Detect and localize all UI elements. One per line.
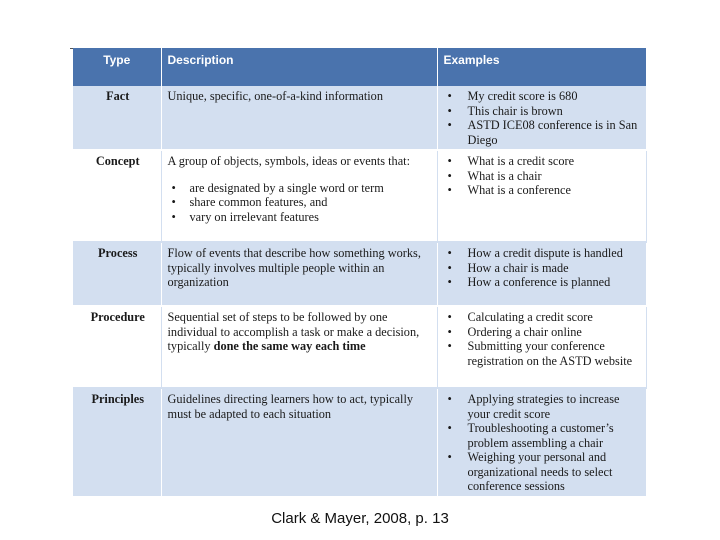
row-type: Fact (73, 86, 161, 150)
example-item: • Ordering a chair online (444, 325, 642, 340)
example-item: • How a credit dispute is handled (444, 246, 642, 261)
example-item: • How a conference is planned (444, 275, 642, 290)
table-row-process (73, 242, 646, 306)
row-examples (437, 388, 646, 497)
row-type: Concept (73, 150, 161, 242)
example-item: • Calculating a credit score (444, 310, 642, 325)
content-types-table (73, 48, 647, 498)
description-bullet: • share common features, and (168, 195, 433, 210)
description-emphasis: done the same way each time (213, 339, 366, 353)
row-type: Principles (73, 388, 161, 497)
example-item: • Applying strategies to increase your credit score (444, 392, 642, 421)
example-item: • This chair is brown (444, 104, 642, 119)
description-bullet: • vary on irrelevant features (168, 210, 433, 225)
row-type: Process (73, 242, 161, 306)
citation-caption: Clark & Mayer, 2008, p. 13 (271, 510, 449, 527)
example-item: • What is a credit score (444, 154, 642, 169)
row-description: Guidelines directing learners how to act, typically must be adapted to each situation (161, 388, 437, 497)
row-description: Flow of events that describe how something works, typically involves multiple people within an organization (161, 242, 437, 306)
table-header-row (73, 48, 646, 86)
description-text: A group of objects, symbols, ideas or events that: (167, 154, 410, 168)
row-examples (437, 306, 646, 388)
example-item: • How a chair is made (444, 261, 642, 276)
table-row-concept (73, 150, 646, 242)
row-type: Procedure (73, 306, 161, 388)
example-item: • Submitting your conference registration on the ASTD website (444, 339, 642, 368)
example-item: • Troubleshooting a customer’s problem assembling a chair (444, 421, 642, 450)
example-item: • My credit score is 680 (444, 89, 642, 104)
table-row-procedure (73, 306, 646, 388)
row-examples (437, 86, 646, 150)
header-examples: Examples (437, 48, 646, 86)
row-description (161, 306, 437, 388)
example-item: • ASTD ICE08 conference is in San Diego (444, 118, 642, 147)
table-row-principles (73, 388, 646, 497)
description-text: Sequential set of steps to be followed by one individual to accomplish a task or make a decision, typically (167, 310, 420, 353)
row-examples (437, 242, 646, 306)
row-description (161, 150, 437, 242)
content-types-table-container (73, 48, 646, 493)
row-description: Unique, specific, one-of-a-kind information (161, 86, 437, 150)
example-item: • What is a chair (444, 169, 642, 184)
header-description: Description (161, 48, 437, 86)
row-examples (437, 150, 646, 242)
example-item: • What is a conference (444, 183, 642, 198)
table-row-fact (73, 86, 646, 150)
header-type: Type (73, 48, 161, 86)
example-item: • Weighing your personal and organizational needs to select conference sessions (444, 450, 642, 494)
description-bullet: • are designated by a single word or term (168, 181, 433, 196)
